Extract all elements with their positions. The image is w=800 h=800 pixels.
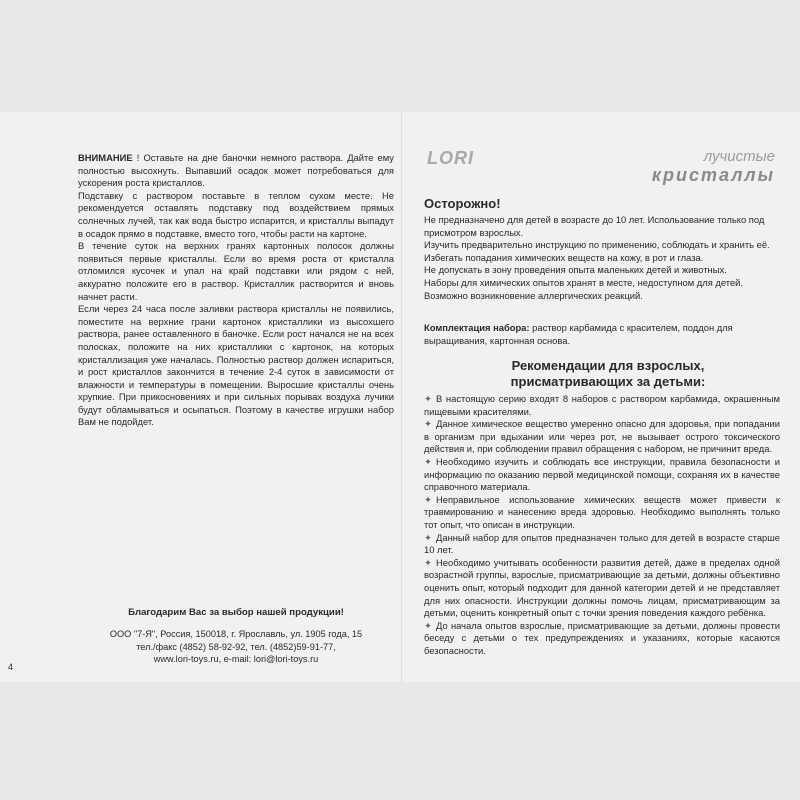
list-item: ✦ Необходимо изучить и соблюдать все инструкции, правила безопасности и информацию по оказанию первой медицинской помощи, сохраняя их в качестве справочного материала. (424, 455, 780, 493)
list-item: ✦ Данный набор для опытов предназначен только для детей в возрасте старше 10 лет. (424, 531, 780, 556)
star-bullet-icon: ✦ (424, 493, 432, 505)
caution-line: Не предназначено для детей в возрасте до 10 лет. Использование только под присмотром взрослых. (424, 214, 765, 238)
recommendations-heading (470, 358, 746, 390)
phone-line: тел./факс (4852) 58-92-92, тел. (4852)59-91-77, (136, 641, 336, 652)
product-title-line2: кристаллы (651, 165, 775, 185)
caution-line: Избегать попадания химических веществ на кожу, в рот и глаза. (424, 251, 704, 263)
paragraph-4: Если через 24 часа после заливки раствора кристаллы не появились, поместите на верхние грани картонок кристаллики из высохшего раствора, ранее оставленного в баночке. Если рост начался не на всех полосках, положите на них кристаллики с картонок, на которых кристаллизация уже началась. Полностью раствор должен испариться, и рост кристаллов закончится в течение 2-4 суток в зависимости от влажности и температуры в помещении. Выросшие кристаллы очень хрупкие. При прикосновениях и при сильных порывах воздуха лучики будут обламываться и осыпаться. Поэтому в качестве игрушки набор Вам не подойдет. (78, 303, 394, 428)
caution-line: Наборы для химических опытов хранят в месте, недоступном для детей. (424, 276, 743, 288)
star-bullet-icon: ✦ (424, 393, 432, 404)
recommendations-heading-line2: присматривающих за детьми: (510, 374, 706, 389)
paragraph-3: В течение суток на верхних гранях картонных полосок должны появиться первые кристаллы. Если во время роста от кристалла отломился кусочек и упал на край подставки или рядом с ней, аккуратно положите его в раствор. Кристаллик растворится и вновь начнет расти. (78, 240, 394, 302)
list-item: ✦ До начала опытов взрослые, присматривающие за детьми, должны провести беседу с детьми о тех предупреждениях и указаниях, которые касаются безопасности. (424, 619, 780, 656)
recommendations-heading-line1: Рекомендации для взрослых, (511, 358, 705, 373)
brand-logo: LORI (427, 148, 474, 168)
address-line: ООО "7-Я", Россия, 150018, г. Ярославль, ул. 1905 года, 15 (109, 629, 363, 639)
kit-text: раствор карбамида с красителем, поддон для выращивания, картонная основа. (424, 322, 733, 346)
kit-contents (424, 322, 780, 347)
list-item: ✦ Данное химическое вещество умеренно опасно для здоровья, при попадании в организм при вдыхании или через рот, не вызывает острого токсического действия и, при соблюдении правил обращения с набором, не причинит вреда. (424, 418, 780, 455)
star-bullet-icon: ✦ (424, 619, 432, 631)
list-item: ✦ Неправильное использование химических веществ может привести к травмированию и нанесению вреда здоровью. Необходимо выполнять только тот опыт, что описан в инструкции. (424, 493, 780, 530)
paragraph-1: ВНИМАНИЕ ! Оставьте на дне баночки немного раствора. Дайте ему полностью высохнуть. Выпавший осадок может потребоваться для ускорения роста кристаллов. (78, 152, 394, 189)
star-bullet-icon: ✦ (424, 556, 432, 568)
thanks-line: Благодарим Вас за выбор нашей продукции! (128, 607, 344, 618)
caution-line: Не допускать в зону проведения опыта маленьких детей и животных. (424, 264, 727, 276)
star-bullet-icon: ✦ (424, 455, 432, 467)
product-title-line1: лучистые (703, 148, 775, 165)
kit-label: Комплектация набора: (424, 322, 530, 333)
page-fold (401, 112, 402, 682)
caution-line: Изучить предварительно инструкцию по применению, соблюдать и хранить её. (424, 239, 770, 251)
caution-line: Возможно возникновение аллергических реакций. (424, 289, 643, 301)
warning-label: ВНИМАНИЕ (78, 152, 133, 163)
web-email-line: www.lori-toys.ru, e-mail: lori@lori-toys.ru (153, 654, 319, 665)
product-title (615, 149, 775, 185)
caution-list (424, 214, 780, 302)
star-bullet-icon: ✦ (424, 531, 432, 543)
recommendations-list (424, 393, 780, 657)
list-item: ✦ В настоящую серию входят 8 наборов с раствором карбамида, окрашенным пищевыми красителями. (424, 393, 780, 417)
page-number: 4 (8, 662, 14, 672)
star-bullet-icon: ✦ (424, 418, 432, 430)
list-item: ✦ Необходимо учитывать особенности развития детей, даже в пределах одной возрастной группы, взрослые, присматривающие за детьми, должны объективно оценить опыт, который подходит для данной категории детей и не представляет для них опасности. Инструкции должны помочь лицам, присматривающим за детьми, оценить конкретный опыт с точки зрения поведения каждого ребёнка. (424, 556, 780, 619)
left-page-body (78, 152, 394, 429)
caution-heading: Осторожно! (424, 196, 501, 211)
paragraph-2: Подставку с раствором поставьте в теплом сухом месте. Не рекомендуется оставлять подставку под воздействием прямых солнечных лучей, так как вода быстро испарится, и кристаллы выпадут в осадок прямо в подставке, вместо того, чтобы расти на картоне. (78, 189, 394, 239)
company-contacts (78, 628, 394, 666)
